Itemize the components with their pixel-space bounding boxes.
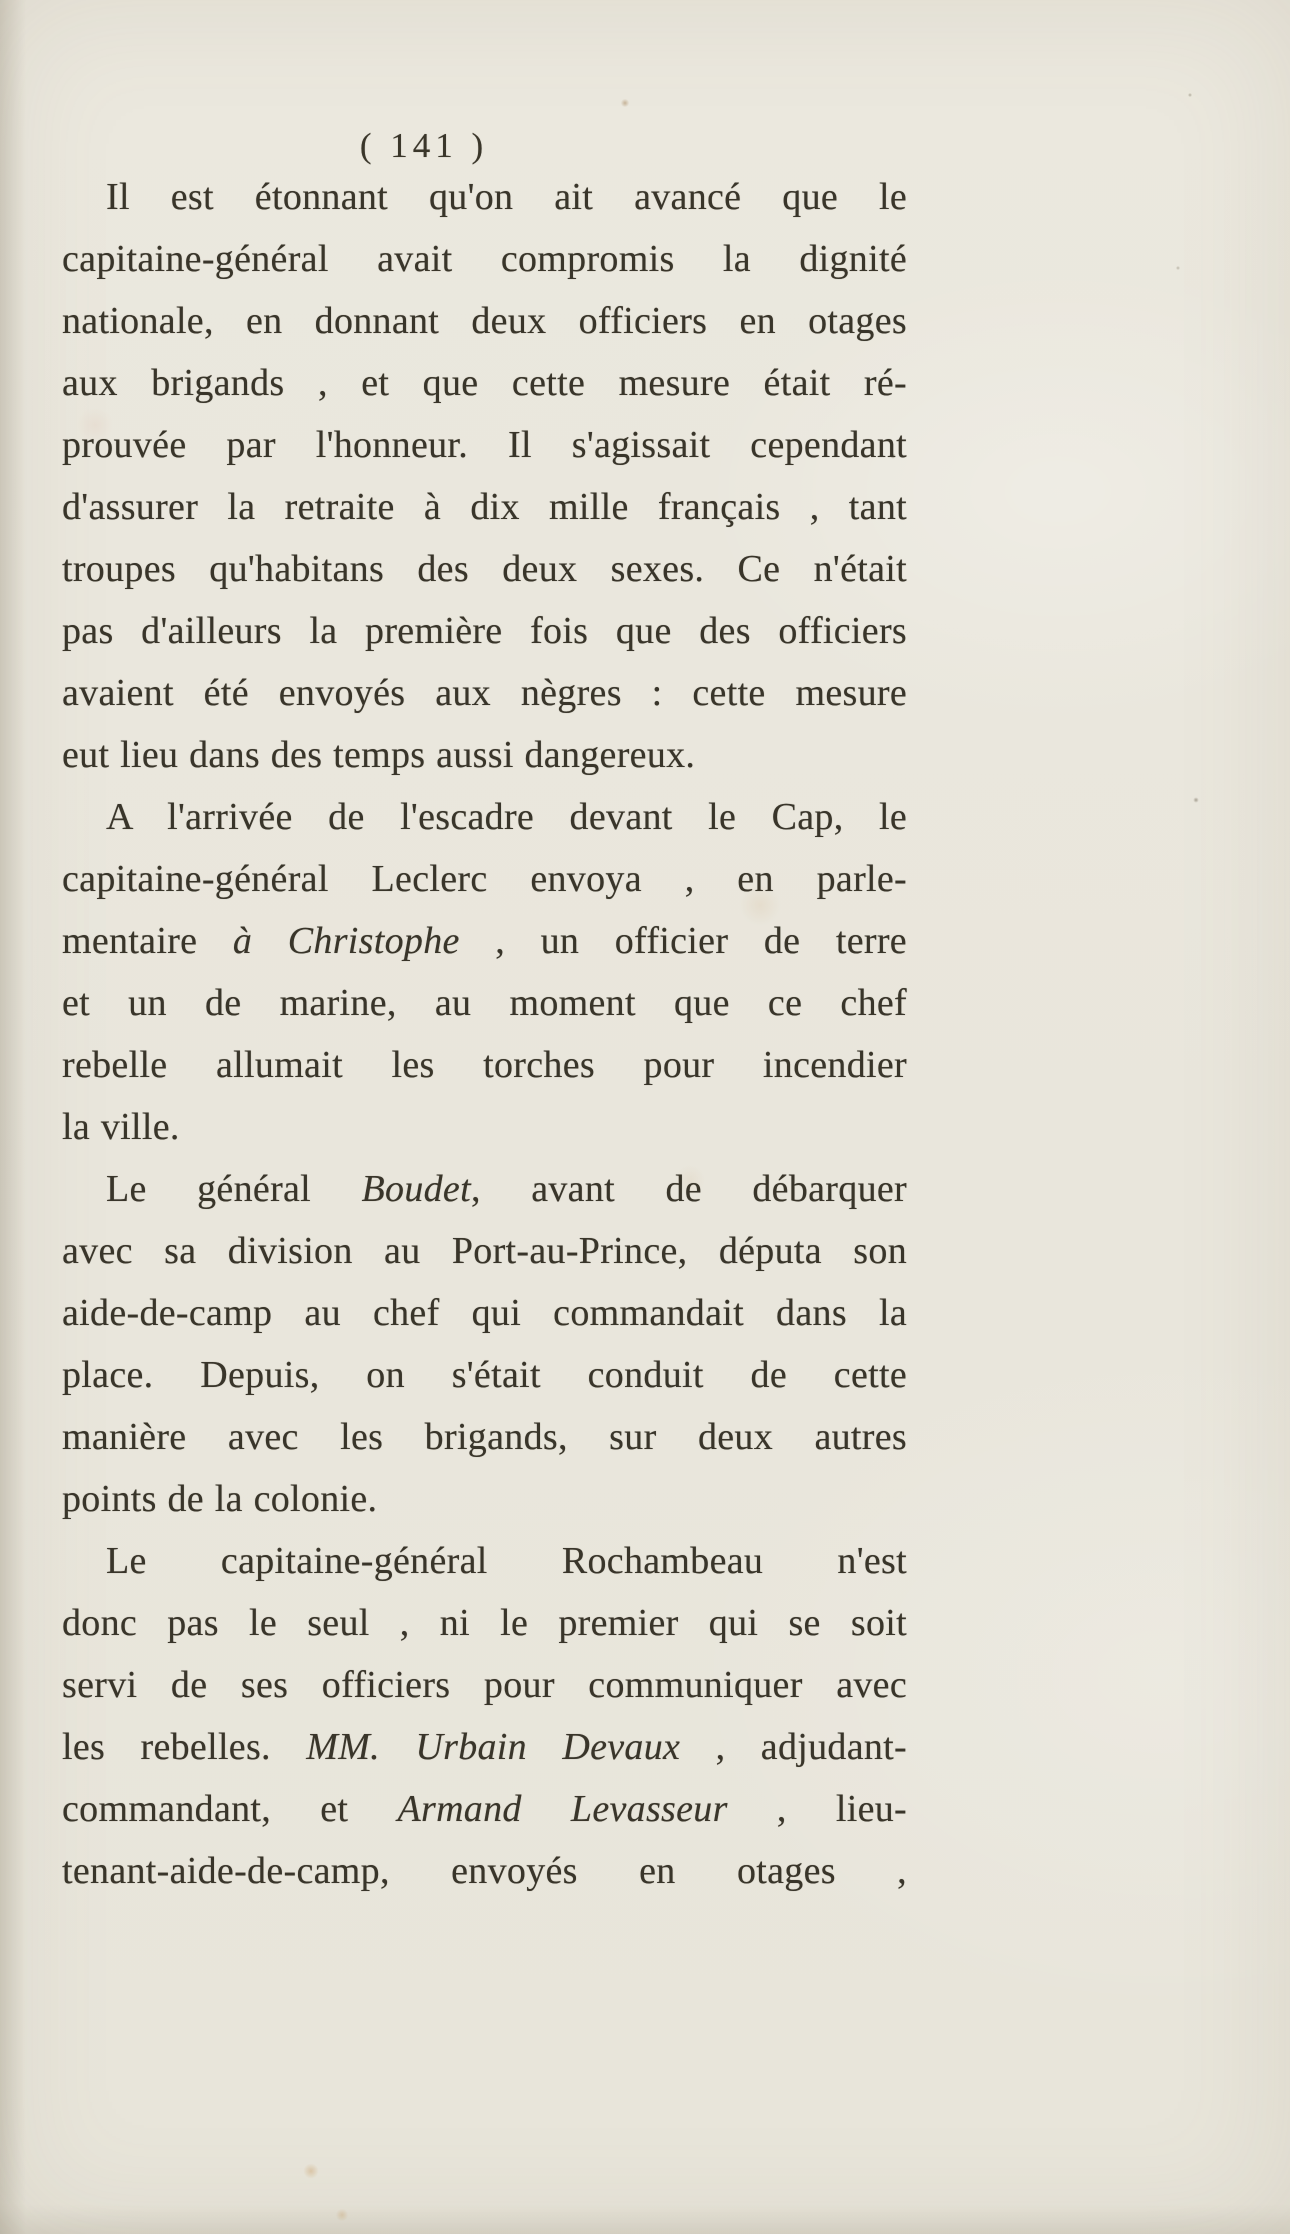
text-segment: d'assurer la retraite à dix mille français , tant [62,486,907,528]
text-segment: rebelle allumait les torches pour incendier [62,1044,907,1086]
text-segment: servi de ses officiers pour communiquer avec [62,1664,907,1706]
text-line [62,1468,907,1530]
text-segment: nationale, en donnant deux officiers en otages [62,300,907,342]
text-segment: troupes qu'habitans des deux sexes. Ce n'était [62,548,907,590]
text-segment: et un de marine, au moment que ce chef [62,982,907,1024]
text-line [62,1840,907,1902]
text-line [62,228,907,290]
text-segment: aide-de-camp au chef qui commandait dans la [62,1292,907,1334]
text-line [62,476,907,538]
text-line [62,1778,907,1840]
text-line [62,848,907,910]
text-line [62,786,907,848]
text-segment: les rebelles. [62,1726,307,1768]
text-line [62,1096,907,1158]
page-number-header: ( 141 ) [359,126,489,165]
text-segment: prouvée par l'honneur. Il s'agissait cependant [62,424,907,466]
text-line [62,600,907,662]
text-line [62,166,907,228]
text-segment: Il est étonnant qu'on ait avancé que le [106,176,907,218]
italic-text: Boudet [361,1168,471,1210]
text-segment: manière avec les brigands, sur deux autres [62,1416,907,1458]
text-segment: , avant de débarquer [470,1168,907,1210]
text-line [62,910,907,972]
text-line [62,1530,907,1592]
text-segment: Le général [106,1168,362,1210]
text-segment: pas d'ailleurs la première fois que des officiers [62,610,907,652]
text-segment: A l'arrivée de l'escadre devant le Cap, le [106,796,907,838]
text-segment: capitaine-général avait compromis la dignité [62,238,907,280]
text-line [62,1406,907,1468]
text-segment: donc pas le seul , ni le premier qui se soit [62,1602,907,1644]
text-line [62,1344,907,1406]
text-segment: , lieu- [727,1788,908,1830]
text-line [62,538,907,600]
text-line [62,352,907,414]
text-segment: eut lieu dans des temps aussi dangereux. [62,734,696,776]
text-segment: , adjudant- [680,1726,907,1768]
text-line [62,1220,907,1282]
text-line [62,972,907,1034]
text-segment: mentaire [62,920,233,962]
text-line [62,414,907,476]
text-segment: commandant, et [62,1788,398,1830]
text-segment: , un officier de terre [459,920,907,962]
text-segment: capitaine-général Leclerc envoya , en parle- [62,858,907,900]
text-line [62,1716,907,1778]
text-segment: tenant-aide-de-camp, envoyés en otages , [62,1850,907,1892]
text-line [62,1034,907,1096]
text-line [62,662,907,724]
text-line [62,290,907,352]
text-line [62,1158,907,1220]
text-line [62,1282,907,1344]
italic-text: à Christophe [232,920,460,962]
italic-text: Armand Levasseur [397,1788,728,1830]
text-segment: avec sa division au Port-au-Prince, députa son [62,1230,907,1272]
text-line [62,724,907,786]
italic-text: MM. Urbain Devaux [306,1726,681,1768]
text-segment: la ville. [62,1106,180,1148]
text-line [62,1592,907,1654]
page-text [62,166,907,1902]
text-segment: avaient été envoyés aux nègres : cette mesure [62,672,907,714]
text-segment: place. Depuis, on s'était conduit de cette [62,1354,907,1396]
text-segment: aux brigands , et que cette mesure était ré- [62,362,907,404]
text-line [62,1654,907,1716]
text-segment: points de la colonie. [62,1478,378,1520]
text-segment: Le capitaine-général Rochambeau n'est [106,1540,907,1582]
